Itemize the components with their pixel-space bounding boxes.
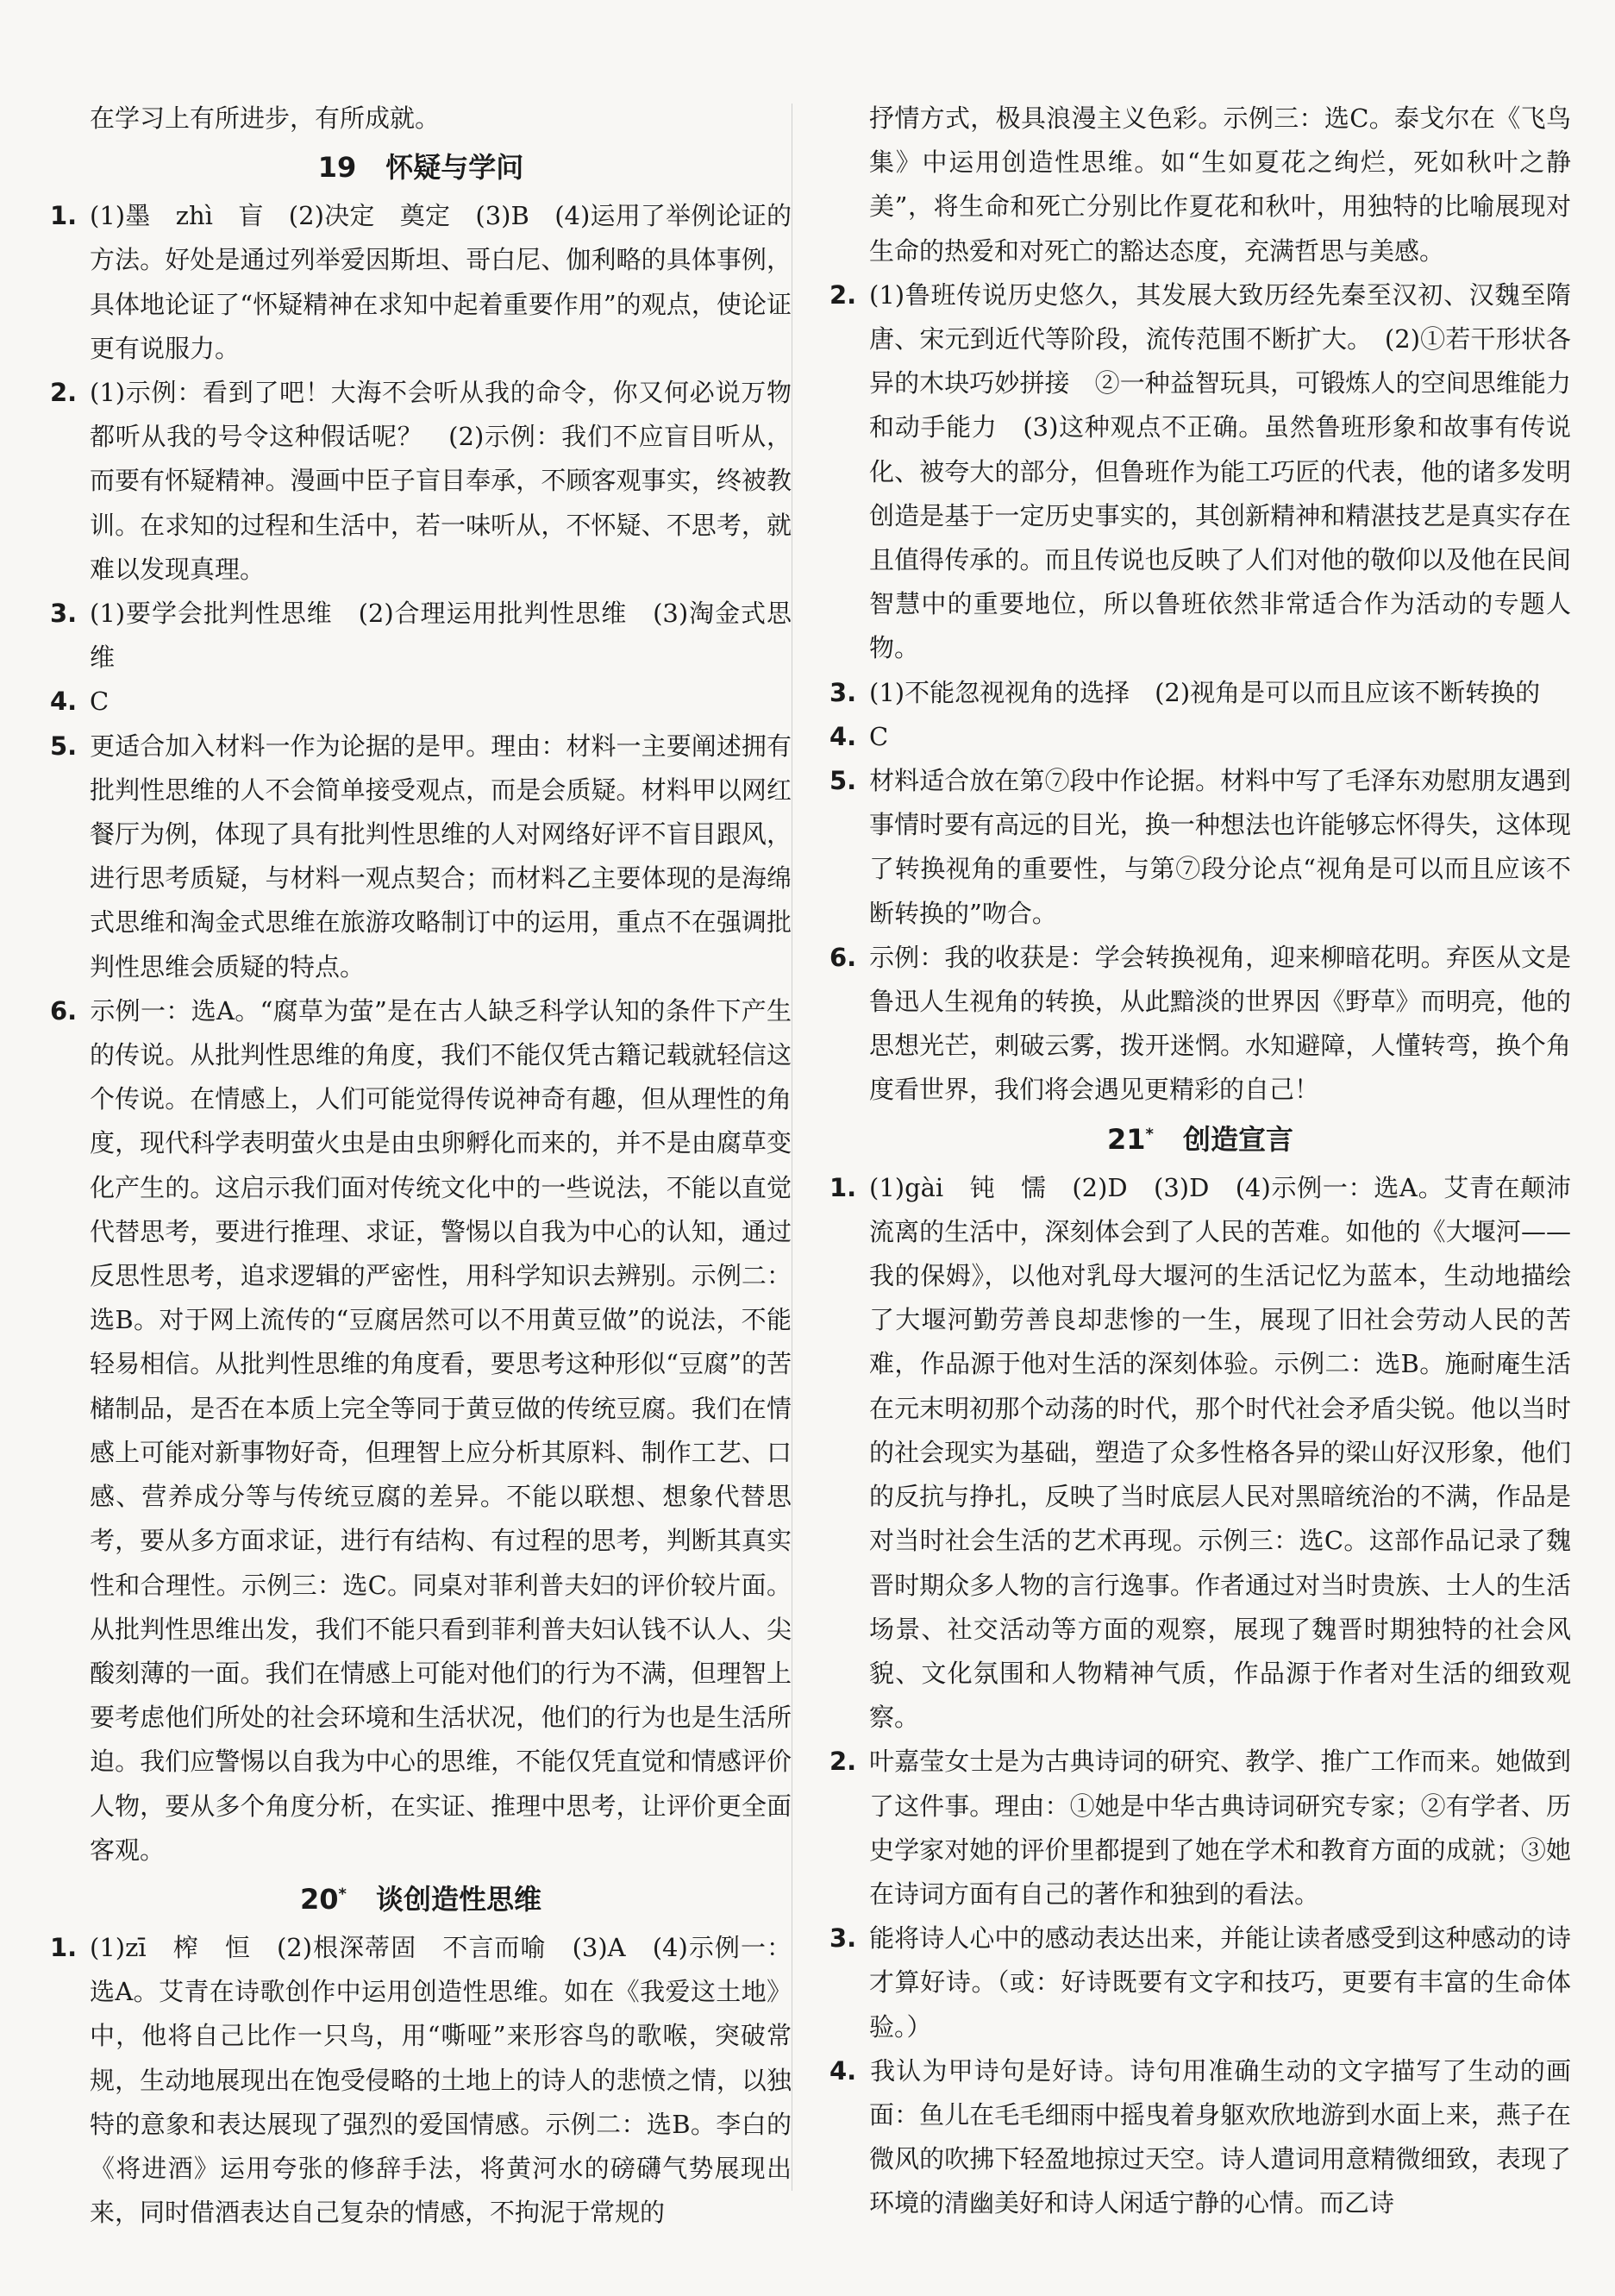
answer-text: 材料适合放在第⑦段中作论据。材料中写了毛泽东劝慰朋友遇到事情时要有高远的目光，换一种想法也许能够忘怀得失，这体现了转换视角的重要性，与第⑦段分论点“视角是可以而且应该不断转换的”吻合。 — [869, 766, 1571, 928]
answer-text: 更适合加入材料一作为论据的是甲。理由：材料一主要阐述拥有批判性思维的人不会简单接受观点，而是会质疑。材料甲以网红餐厅为例，体现了具有批判性思维的人对网络好评不盲目跟风，进行思考质疑，与材料一观点契合；而材料乙主要体现的是海绵式思维和淘金式思维在旅游攻略制订中的运用，重点不在强调批判性思维会质疑的特点。 — [90, 731, 792, 982]
item-number: 2. — [829, 279, 857, 310]
item-number: 4. — [829, 2055, 857, 2086]
answer-text: 我认为甲诗句是好诗。诗句用准确生动的文字描写了生动的画面：鱼儿在毛毛细雨中摇曳着身躯欢欣地游到水面上来，燕子在微风的吹拂下轻盈地掠过天空。诗人遣词用意精微细致，表现了环境的清幽美好和诗人闲适宁静的心情。而乙诗 — [869, 2055, 1571, 2218]
answer-item — [50, 989, 792, 1873]
section-number: 20* — [300, 1882, 347, 1916]
answer-text: (1)zī 榨 恒 (2)根深蒂固 不言而喻 (3)A (4)示例一：选A。艾青在诗歌创作中运用创造性思维。如在《我爱这土地》中，他将自己比作一只鸟，用“嘶哑”来形容鸟的歌喉，突破常规，生动地展现出在饱受侵略的土地上的诗人的悲愤之情，以独特的意象和表达展现了强烈的爱国情感。示例二：选B。李白的《将进酒》运用夸张的修辞手法，将黄河水的磅礴气势展现出来，同时借酒表达自己复杂的情感，不拘泥于常规的 — [90, 1932, 792, 2228]
answer-item — [50, 592, 792, 680]
answer-text: C — [90, 687, 110, 717]
optional-mark: * — [338, 1885, 347, 1904]
item-number: 1. — [829, 1172, 857, 1202]
answer-item — [829, 671, 1571, 715]
answer-item — [829, 1916, 1571, 2049]
section-title: 谈创造性思维 — [375, 1882, 541, 1916]
section-20-heading — [50, 1873, 792, 1926]
answer-text: (1)不能忽视视角的选择 (2)视角是可以而且应该不断转换的 — [869, 677, 1541, 707]
answer-item — [829, 759, 1571, 936]
answer-item — [829, 715, 1571, 759]
answer-item — [50, 1926, 792, 2235]
item-number: 2. — [829, 1747, 857, 1777]
answer-item — [829, 2049, 1571, 2226]
item-number: 3. — [50, 599, 78, 629]
item-number: 6. — [50, 995, 78, 1026]
answer-item — [829, 1166, 1571, 1741]
section-title: 创造宣言 — [1182, 1122, 1293, 1156]
answer-text: 示例一：选A。“腐草为萤”是在古人缺乏科学认知的条件下产生的传说。从批判性思维的角度，我们不能仅凭古籍记载就轻信这个传说。在情感上，人们可能觉得传说神奇有趣，但从理性的角度，现代科学表明萤火虫是由虫卵孵化而来的，并不是由腐草变化产生的。这启示我们面对传统文化中的一些说法，不能以直觉代替思考，要进行推理、求证，警惕以自我为中心的认知，通过反思性思考，追求逻辑的严密性，用科学知识去辨别。示例二：选B。对于网上流传的“豆腐居然可以不用黄豆做”的说法，不能轻易相信。从批判性思维的角度看，要思考这种形似“豆腐”的苦槠制品，是否在本质上完全等同于黄豆做的传统豆腐。我们在情感上可能对新事物好奇，但理智上应分析其原料、制作工艺、口感、营养成分等与传统豆腐的差异。不能以联想、想象代替思考，要从多方面求证，进行有结构、有过程的思考，判断其真实性和合理性。示例三：选C。同桌对菲利普夫妇的评价较片面。从批判性思维出发，我们不能只看到菲利普夫妇认钱不认人、尖酸刻薄的一面。我们在情感上可能对他们的行为不满，但理智上要考虑他们所处的社会环境和生活状况，他们的行为也是生活所迫。我们应警惕以自我为中心的思维，不能仅凭直觉和情感评价人物，要从多个角度分析，在实证、推理中思考，让评价更全面客观。 — [90, 995, 792, 1865]
item-number: 1. — [50, 1932, 78, 1962]
answer-text: (1)墨 zhì 盲 (2)决定 奠定 (3)B (4)运用了举例论证的方法。好处是通过列举爱因斯坦、哥白尼、伽利略的具体事例，具体地论证了“怀疑精神在求知中起着重要作用”的观点，使论证更有说服力。 — [90, 201, 792, 363]
item-number: 6. — [829, 942, 857, 972]
answer-item — [50, 680, 792, 724]
right-column — [829, 97, 1571, 2226]
section-21-heading — [829, 1113, 1571, 1166]
answer-continuation: 抒情方式，极具浪漫主义色彩。示例三：选C。泰戈尔在《飞鸟集》中运用创造性思维。如“生如夏花之绚烂，死如秋叶之静美”，将生命和死亡分别比作夏花和秋叶，用独特的比喻展现对生命的热爱和对死亡的豁达态度，充满哲思与美感。 — [869, 104, 1571, 266]
answer-item — [829, 273, 1571, 671]
item-number: 4. — [829, 721, 857, 751]
answer-item — [50, 194, 792, 371]
item-number: 4. — [50, 687, 78, 717]
answer-item — [829, 936, 1571, 1113]
optional-mark: * — [1145, 1125, 1154, 1144]
answer-text: 叶嘉莹女士是为古典诗词的研究、教学、推广工作而来。她做到了这件事。理由：①她是中华古典诗词研究专家；②有学者、历史学家对她的评价里都提到了她在学术和教育方面的成就；③她在诗词方面有自己的著作和独到的看法。 — [869, 1747, 1571, 1909]
section-title: 怀疑与学问 — [385, 151, 524, 185]
answer-text: 示例：我的收获是：学会转换视角，迎来柳暗花明。弃医从文是鲁迅人生视角的转换，从此黯淡的世界因《野草》而明亮，他的思想光芒，刺破云雾，拨开迷惘。水知避障，人懂转弯，换个角度看世界，我们将会遇见更精彩的自己！ — [869, 942, 1571, 1105]
answer-text: C — [869, 721, 889, 751]
item-number: 5. — [829, 766, 857, 796]
section-number: 19 — [317, 151, 357, 185]
item-number: 3. — [829, 1923, 857, 1954]
item-number: 2. — [50, 378, 78, 408]
answer-text: (1)gài 钝 懦 (2)D (3)D (4)示例一：选A。艾青在颠沛流离的生活中，深刻体会到了人民的苦难。如他的《大堰河——我的保姆》，以他对乳母大堰河的生活记忆为蓝本，生动地描绘了大堰河勤劳善良却悲惨的一生，展现了旧社会劳动人民的苦难，作品源于他对生活的深刻体验。示例二：选B。施耐庵生活在元末明初那个动荡的时代，那个时代社会矛盾尖锐。他以当时的社会现实为基础，塑造了众多性格各异的梁山好汉形象，他们的反抗与挣扎，反映了当时底层人民对黑暗统治的不满，作品是对当时社会生活的艺术再现。示例三：选C。这部作品记录了魏晋时期众多人物的言行逸事。作者通过对当时贵族、士人的生活场景、社交活动等方面的观察，展现了魏晋时期独特的社会风貌、文化氛围和人物精神气质，作品源于作者对生活的细致观察。 — [869, 1172, 1571, 1733]
item-number: 5. — [50, 731, 78, 761]
intro-continuation: 在学习上有所进步，有所成就。 — [90, 104, 441, 133]
item-number: 1. — [50, 201, 78, 231]
answer-text: 能将诗人心中的感动表达出来，并能让读者感受到这种感动的诗才算好诗。（或：好诗既要有文字和技巧，更要有丰富的生命体验。） — [869, 1923, 1571, 2042]
answer-item — [50, 371, 792, 592]
item-number: 3. — [829, 677, 857, 707]
answer-text: (1)鲁班传说历史悠久，其发展大致历经先秦至汉初、汉魏至隋唐、宋元到近代等阶段，流传范围不断扩大。 (2)①若干形状各异的木块巧妙拼接 ②一种益智玩具，可锻炼人的空间思维能力和动手能力 (3)这种观点不正确。虽然鲁班形象和故事有传说化、被夸大的部分，但鲁班作为能工巧匠的代表，他的诸多发明创造是基于一定历史事实的，其创新精神和精湛技艺是真实存在且值得传承的。而且传说也反映了人们对他的敬仰以及他在民间智慧中的重要地位，所以鲁班依然非常适合作为活动的专题人物。 — [869, 279, 1571, 663]
answer-text: (1)要学会批判性思维 (2)合理运用批判性思维 (3)淘金式思维 — [90, 599, 792, 673]
left-column — [50, 97, 792, 2235]
section-19-heading — [50, 141, 792, 194]
answer-text: (1)示例：看到了吧！大海不会听从我的命令，你又何必说万物都听从我的号令这种假话呢？ (2)示例：我们不应盲目听从，而要有怀疑精神。漫画中臣子盲目奉承，不顾客观事实，终被教训。在求知的过程和生活中，若一味听从，不怀疑、不思考，就难以发现真理。 — [90, 378, 792, 584]
section-number: 21* — [1107, 1122, 1154, 1156]
answer-item — [50, 725, 792, 989]
answer-item — [829, 1740, 1571, 1916]
